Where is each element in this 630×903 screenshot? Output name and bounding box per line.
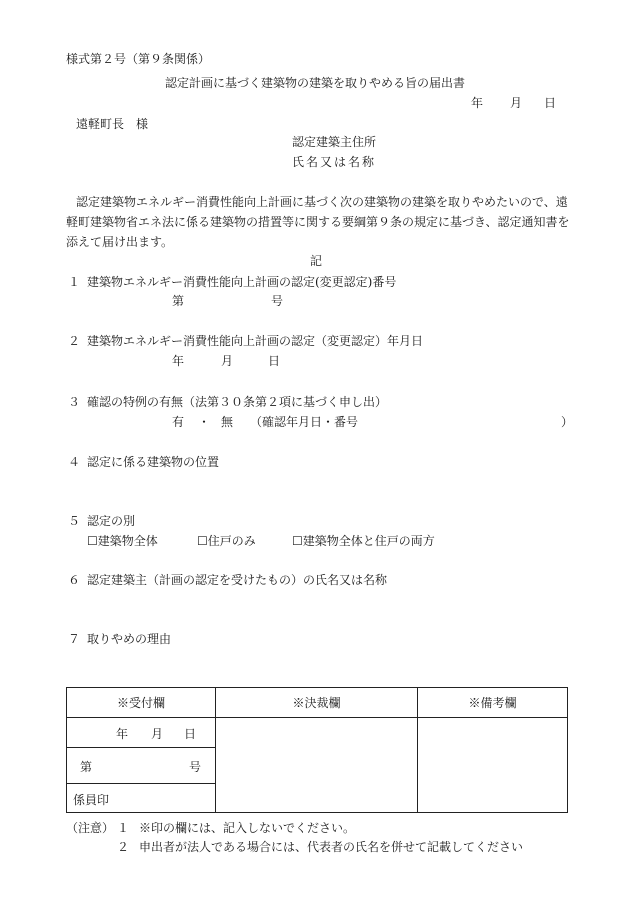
reception-month: 月	[151, 727, 164, 741]
cert-number-dai: 第	[172, 294, 185, 308]
reception-year: 年	[116, 727, 129, 741]
cert-date-day: 日	[268, 354, 281, 368]
item-label: 建築物エネルギー消費性能向上計画の認定（変更認定）年月日	[87, 334, 424, 348]
item-label: 確認の特例の有無（法第３０条第２項に基づく申し出）	[87, 395, 388, 409]
body-line: 認定建築物エネルギー消費性能向上計画に基づく次の建築物の建築を取りやめたいので、遠	[76, 195, 568, 209]
form-number: 様式第２号（第９条関係）	[66, 52, 211, 66]
office-table-row	[67, 718, 568, 748]
note-text: 申出者が法人である場合には、代表者の氏名を併せて記載してください	[139, 840, 524, 854]
note-number: １	[117, 821, 130, 835]
remarks-header: ※備考欄	[418, 688, 568, 718]
item-label: 建築物エネルギー消費性能向上計画の認定(変更認定)番号	[87, 275, 397, 289]
office-use-table	[66, 687, 568, 813]
ki-heading: 記	[310, 254, 323, 268]
item-number: １	[68, 275, 81, 289]
item-number: ６	[68, 573, 81, 587]
applicant-name-label: 氏名又は名称	[292, 155, 377, 169]
office-table-header-row	[67, 688, 568, 718]
item-label: 認定の別	[87, 514, 136, 528]
note-number: ２	[117, 840, 130, 854]
notes-prefix: （注意）	[66, 821, 115, 835]
item-number: ５	[68, 514, 81, 528]
confirmation-paren-open: （確認年月日・番号	[250, 415, 359, 429]
item-number: ４	[68, 455, 81, 469]
approval-header: ※決裁欄	[216, 688, 418, 718]
reception-header: ※受付欄	[67, 688, 216, 718]
staff-seal-cell	[67, 784, 216, 813]
date-day: 日	[544, 96, 557, 110]
reception-date-cell	[67, 718, 216, 748]
item-number: ７	[68, 632, 81, 646]
body-line: 軽町建築物省エネ法に係る建築物の措置等に関する要綱第９条の規定に基づき、認定通知書を	[66, 215, 570, 229]
checkbox-dwelling-only[interactable]: ☐住戸のみ	[197, 534, 256, 548]
remarks-cell	[418, 718, 568, 813]
confirmation-paren-close: ）	[561, 415, 574, 429]
checkbox-both[interactable]: ☐建築物全体と住戸の両方	[292, 534, 435, 548]
reception-number-dai: 第	[80, 760, 93, 774]
item-label: 取りやめの理由	[87, 632, 172, 646]
addressee: 遠軽町長 様	[76, 117, 149, 131]
body-line: 添えて届け出ます。	[66, 235, 174, 249]
cert-date-year: 年	[172, 354, 185, 368]
option-yes[interactable]: 有	[172, 415, 185, 429]
note-text: ※印の欄には、記入しないでください。	[139, 821, 356, 835]
option-no[interactable]: 無	[221, 415, 234, 429]
applicant-address-label: 認定建築主住所	[292, 135, 377, 149]
option-separator: ・	[198, 415, 211, 429]
cert-date-month: 月	[221, 354, 234, 368]
staff-seal-label: 係員印	[73, 793, 110, 807]
reception-number-go: 号	[189, 760, 202, 774]
form-title: 認定計画に基づく建築物の建築を取りやめる旨の届出書	[165, 76, 466, 90]
cert-number-go: 号	[271, 294, 284, 308]
item-label: 認定に係る建築物の位置	[87, 455, 220, 469]
item-label: 認定建築主（計画の認定を受けたもの）の氏名又は名称	[87, 573, 388, 587]
approval-cell	[216, 718, 418, 813]
item-number: ３	[68, 395, 81, 409]
reception-day: 日	[184, 727, 197, 741]
date-year: 年	[471, 96, 484, 110]
date-month: 月	[510, 96, 523, 110]
reception-number-cell	[67, 748, 216, 784]
checkbox-whole-building[interactable]: ☐建築物全体	[87, 534, 158, 548]
item-number: ２	[68, 334, 81, 348]
